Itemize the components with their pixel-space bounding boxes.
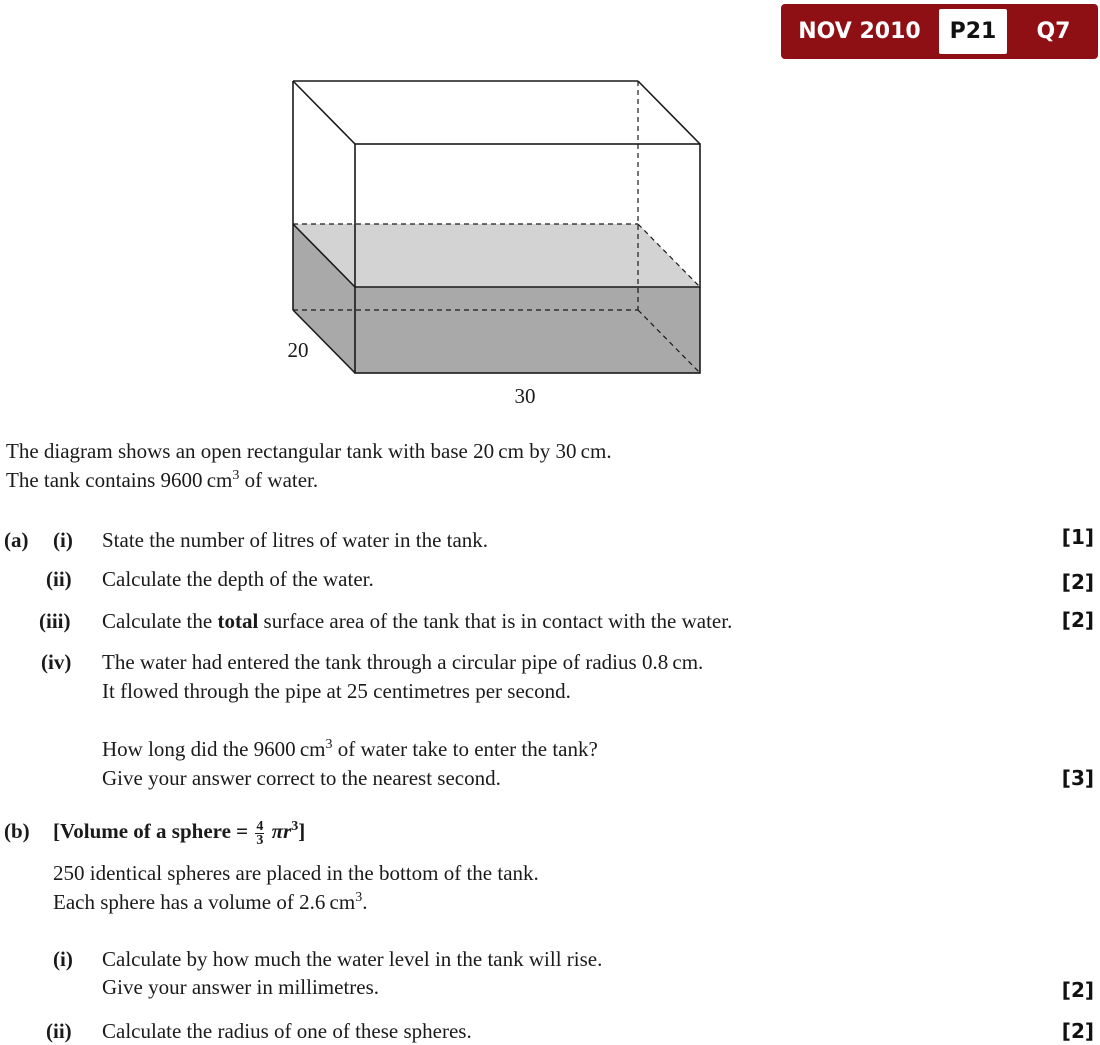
part-a-i-number: (i)	[53, 528, 73, 552]
tank-diagram	[280, 70, 720, 408]
part-b-ii-marks: [2]	[1061, 1019, 1094, 1043]
intro-line-2: The tank contains 9600 $cm^3$ of water.	[6, 468, 319, 492]
part-a-iii-number: (iii)	[39, 609, 71, 633]
part-b-label: (b)	[4, 819, 30, 843]
part-b-line-1: 250 identical spheres are placed in the bottom of the tank.	[53, 861, 539, 885]
part-b-ii-text: Calculate the radius of one of these spheres.	[102, 1019, 472, 1043]
sphere-volume-formula: [Volume of a sphere = $\frac{4}{3}$ $\pi r^3$]	[53, 818, 306, 848]
part-a-iii-text: Calculate the total surface area of the tank that is in contact with the water.	[102, 609, 733, 633]
water-front-face	[355, 287, 700, 373]
part-a-ii-number: (ii)	[46, 567, 72, 591]
water-surface	[293, 224, 700, 287]
part-b-i-number: (i)	[53, 947, 73, 971]
part-b-i-line-2: Give your answer in millimetres.	[102, 975, 380, 999]
depth-label: 20	[287, 338, 309, 362]
part-b-i-marks: [2]	[1061, 978, 1094, 1002]
part-a-iv-line-1: The water had entered the tank through a circular pipe of radius 0.8 cm.	[102, 650, 704, 674]
part-b-i-line-1: Calculate by how much the water level in the tank will rise.	[102, 947, 603, 971]
width-label: 30	[514, 384, 536, 408]
part-a-iv-number: (iv)	[41, 650, 72, 674]
part-b-ii-number: (ii)	[46, 1019, 72, 1043]
part-a-ii-text: Calculate the depth of the water.	[102, 567, 374, 591]
part-b-line-2: Each sphere has a volume of 2.6 $cm^3$.	[53, 890, 368, 914]
part-a-iii-marks: [2]	[1061, 608, 1094, 632]
exam-session: NOV 2010	[798, 19, 921, 44]
intro-line-1: The diagram shows an open rectangular tank with base 20 cm by 30 cm.	[6, 439, 612, 463]
part-a-label: (a)	[4, 528, 29, 552]
tank-top-left-edge	[293, 81, 355, 144]
tank-top-right-edge	[638, 81, 700, 144]
part-a-iv-line-4: Give your answer correct to the nearest second.	[102, 766, 501, 790]
part-a-ii-marks: [2]	[1061, 570, 1094, 594]
paper-code: P21	[939, 9, 1007, 54]
part-a-iv-line-3: How long did the 9600 $cm^3$ of water take to enter the tank?	[102, 737, 598, 761]
formula-fraction: $\frac{4}{3}$	[256, 818, 264, 848]
part-a-i-text: State the number of litres of water in the tank.	[102, 528, 489, 552]
part-a-i-marks: [1]	[1061, 525, 1094, 549]
part-a-iv-marks: [3]	[1061, 766, 1094, 790]
question-badge	[781, 4, 1098, 59]
part-a-iv-line-2: It flowed through the pipe at 25 centimetres per second.	[102, 679, 571, 703]
question-number: Q7	[1036, 19, 1071, 44]
